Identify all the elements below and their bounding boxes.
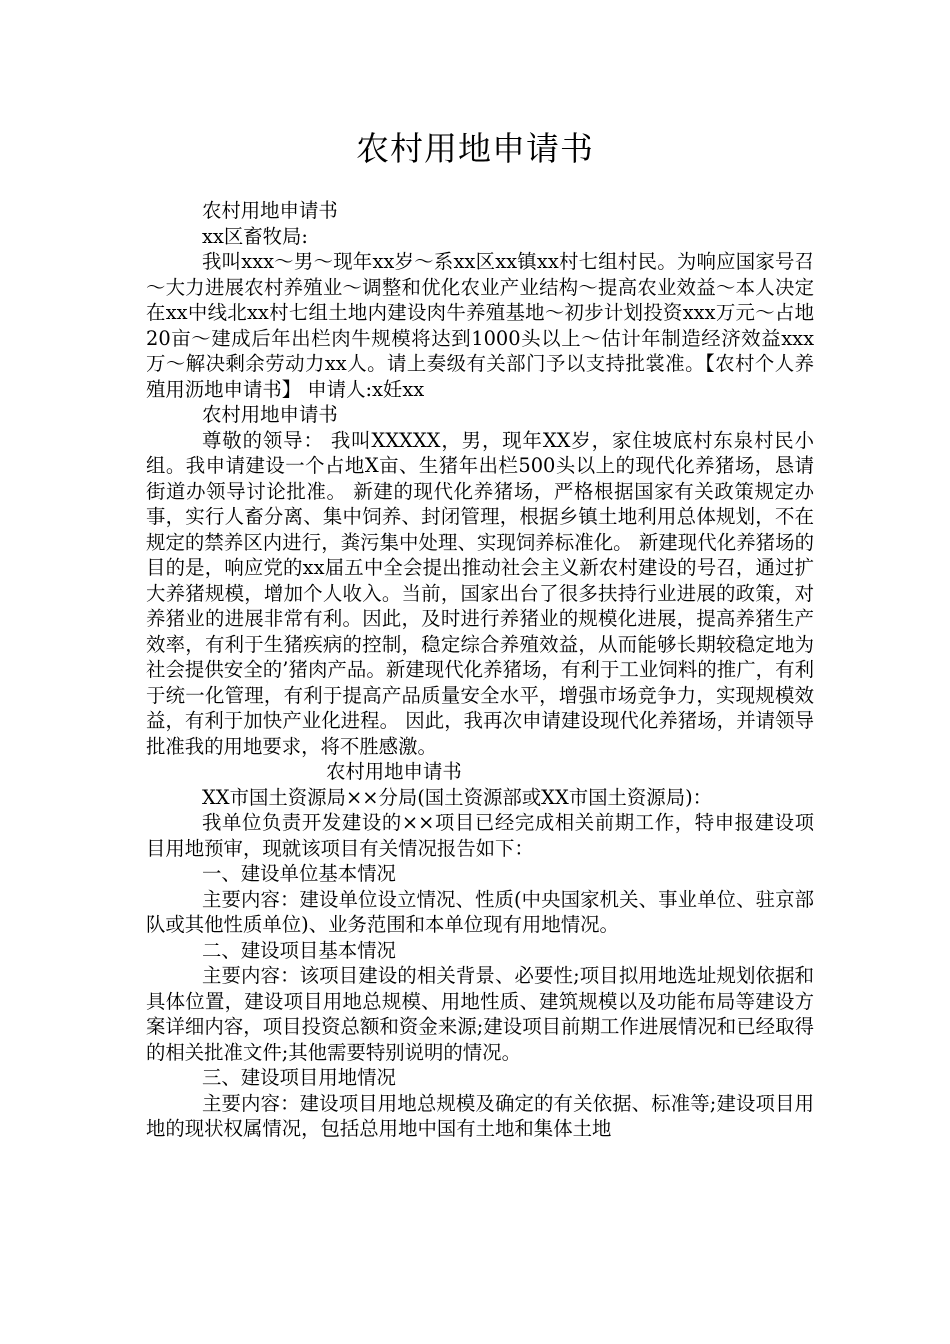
heading-line-2: 农村用地申请书: [202, 403, 338, 426]
section-content-2: 主要内容：该项目建设的相关背景、必要性;项目拟用地选址规划依据和具体位置，建设项目用地总规模、用地性质、建筑规模以及功能布局等建设方案详细内容，项目投资总额和资金来源;建设项目前期工作进展情况和已经取得的相关批准文件;其他需要特别说明的情况。: [146, 964, 814, 1064]
section-heading-1: 一、建设单位基本情况: [202, 862, 396, 885]
heading-line-3: 农村用地申请书: [326, 760, 462, 783]
salutation-1: xx区畜牧局:: [202, 224, 308, 248]
section-content-1: 主要内容：建设单位设立情况、性质(中央国家机关、事业单位、驻京部队或其他性质单位)、业务范围和本单位现有用地情况。: [146, 887, 814, 936]
section-content-3: 主要内容：建设项目用地总规模及确定的有关依据、标准等;建设项目用地的现状权属情况，包括总用地中国有土地和集体土地: [146, 1091, 814, 1140]
section-heading-3: 三、建设项目用地情况: [202, 1066, 396, 1089]
paragraph-1: 我叫xxx～男～现年xx岁～系xx区xx镇xx村七组村民。为响应国家号召～大力进展农村养殖业～调整和优化农业产业结构～提高农业效益～本人决定在xx中线北xx村七组土地内建设肉牛养殖基地～初步计划投资xxx万元～占地20亩～建成后年出栏肉牛规模将达到1000头以上～估计年制造经济效益xxx万～解决剩余劳动力xx人。请上奏级有关部门予以支持批裳准。【农村个人养殖用沥地申请书】 申请人:x妊xx: [146, 250, 814, 401]
document-title: 农村用地申请书: [356, 129, 594, 168]
salutation-2: XX市国土资源局××分局(国土资源部或XX市国土资源局)：: [202, 785, 713, 809]
document-body: [146, 198, 814, 1142]
paragraph-2: 尊敬的领导： 我叫XXXXX，男，现年XX岁，家住坡底村东泉村民小组。我申请建设一个占地X亩、生猪年出栏500头以上的现代化养猪场，恳请街道办领导讨论批准。 新建的现代化养猪场，严格根据国家有关政策规定办事，实行人畜分离、集中饲养、封闭管理，根据乡镇土地利用总体规划，不在规定的禁养区内进行，粪污集中处理、实现饲养标准化。 新建现代化养猪场的目的是，响应党的xx届五中全会提出推动社会主义新农村建设的号召，通过扩大养猪规模，增加个人收入。当前，国家出台了很多扶持行业进展的政策，对养猪业的进展非常有利。因此，及时进行养猪业的规模化进展，提高养猪生产效率，有利于生猪疾病的控制，稳定综合养殖效益，从而能够长期较稳定地为社会提供安全的’猪肉产品。新建现代化养猪场，有利于工业饲料的推广，有利于统一化管理，有利于提高产品质量安全水平，增强市场竞争力，实现规模效益，有利于加快产业化进程。 因此，我再次申请建设现代化养猪场，并请领导批准我的用地要求，将不胜感激。: [146, 428, 814, 758]
section-heading-2: 二、建设项目基本情况: [202, 938, 396, 962]
paragraph-3: 我单位负责开发建设的××项目已经完成相关前期工作，特申报建设项目用地预审，现就该项目有关情况报告如下：: [146, 811, 814, 860]
heading-line-1: 农村用地申请书: [202, 199, 338, 222]
